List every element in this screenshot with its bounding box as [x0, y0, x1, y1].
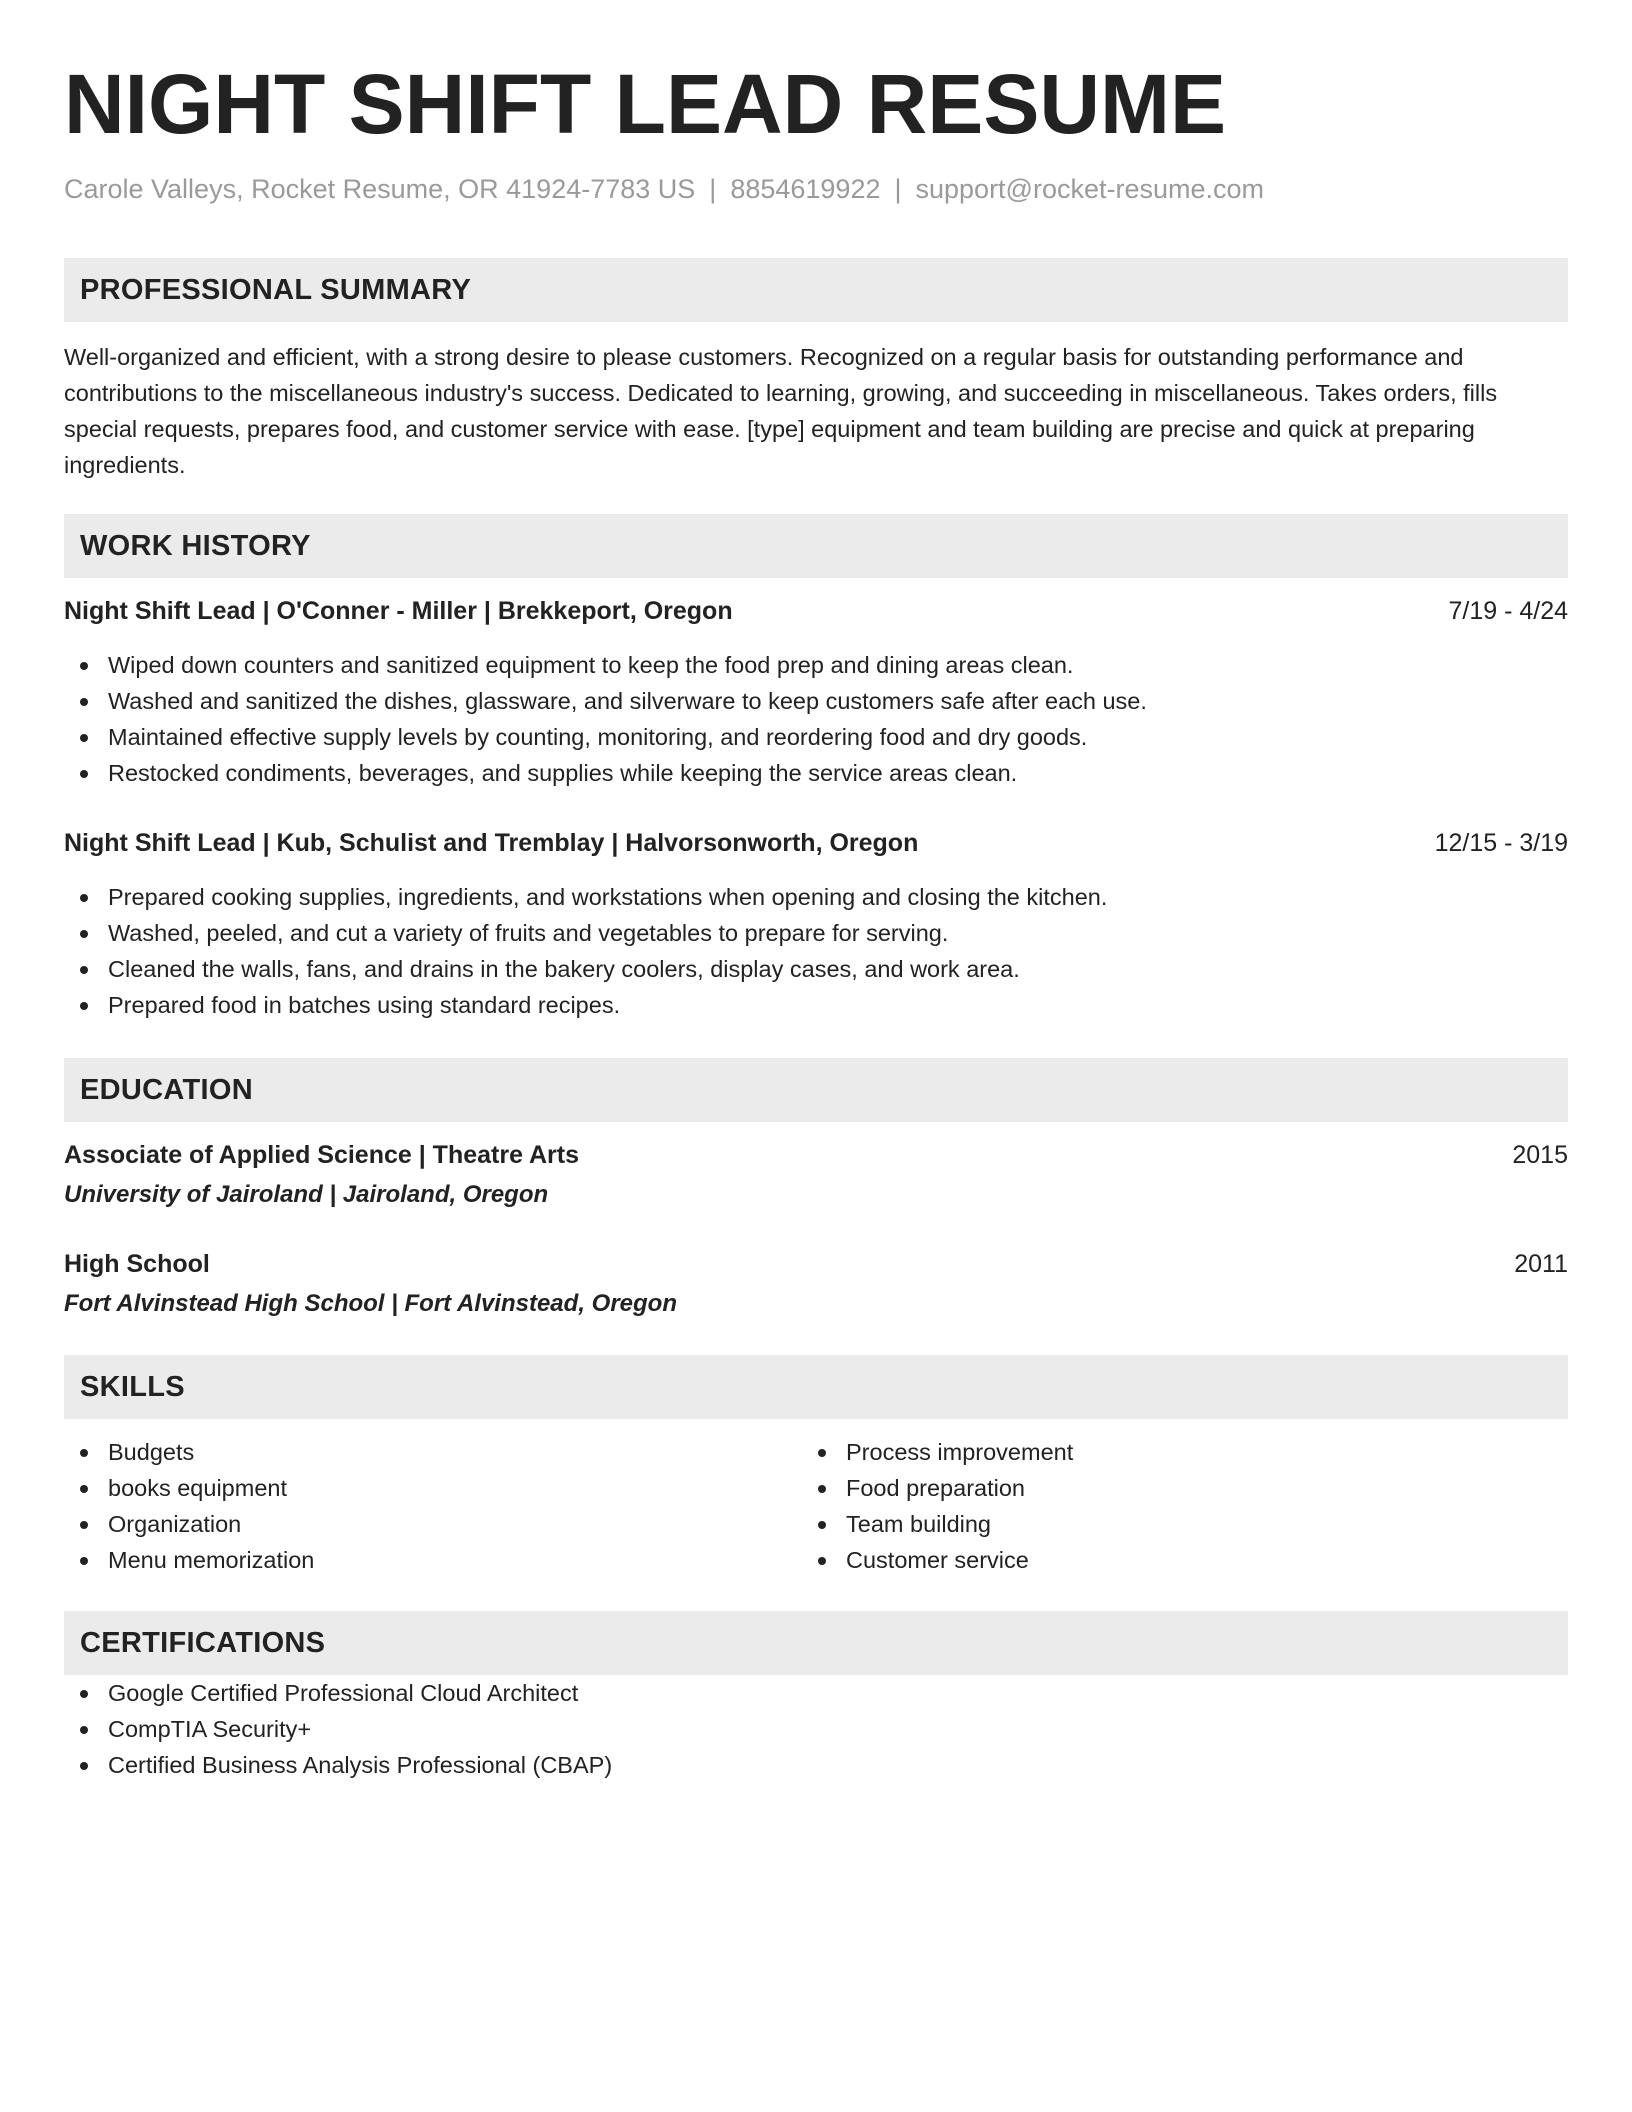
section-header-education: EDUCATION	[64, 1058, 1568, 1122]
list-item: Budgets	[64, 1434, 802, 1470]
list-item: Maintained effective supply levels by counting, monitoring, and reordering food and dry goods.	[64, 719, 1568, 755]
education-entry	[64, 1246, 1568, 1322]
list-item: CompTIA Security+	[64, 1711, 1568, 1747]
certifications-list	[64, 1675, 1568, 1783]
contact-address: Carole Valleys, Rocket Resume, OR 41924-7783 US	[64, 174, 696, 204]
list-item: Organization	[64, 1506, 802, 1542]
job-dates: 12/15 - 3/19	[1434, 829, 1568, 857]
list-item: books equipment	[64, 1470, 802, 1506]
skills-column-left	[64, 1434, 802, 1578]
skills-list	[64, 1434, 802, 1578]
list-item: Washed and sanitized the dishes, glassware, and silverware to keep customers safe after each use.	[64, 683, 1568, 719]
education-year: 2011	[1514, 1250, 1568, 1278]
contact-line	[64, 171, 1568, 207]
section-header-work-history: WORK HISTORY	[64, 514, 1568, 578]
list-item: Menu memorization	[64, 1542, 802, 1578]
education-header	[64, 1246, 1568, 1282]
contact-phone: 8854619922	[730, 174, 881, 204]
job-header	[64, 825, 1568, 861]
summary-text: Well-organized and efficient, with a strong desire to please customers. Recognized on a regular basis for outstanding performance and contributions to the miscellaneous industry's success. Dedicated to learning, growing, and succeeding in miscellaneous. Takes orders, fills special requests, prepares food, and customer service with ease. [type] equipment and team building are precise and quick at preparing ingredients.	[64, 344, 1498, 478]
education-entry	[64, 1137, 1568, 1213]
list-item: Prepared cooking supplies, ingredients, and workstations when opening and closing the kitchen.	[64, 879, 1568, 915]
education-school: University of Jairoland | Jairoland, Oregon	[64, 1181, 549, 1208]
job-dates: 7/19 - 4/24	[1448, 597, 1568, 625]
list-item: Customer service	[802, 1542, 1540, 1578]
job-entry	[64, 593, 1568, 791]
list-item: Cleaned the walls, fans, and drains in the bakery coolers, display cases, and work area.	[64, 951, 1568, 987]
education-year: 2015	[1512, 1141, 1568, 1169]
list-item: Washed, peeled, and cut a variety of fruits and vegetables to prepare for serving.	[64, 915, 1568, 951]
job-bullets	[64, 879, 1568, 1023]
skills-list	[802, 1434, 1540, 1578]
contact-separator: |	[709, 174, 717, 204]
contact-email: support@rocket-resume.com	[915, 174, 1265, 204]
list-item: Food preparation	[802, 1470, 1540, 1506]
job-header	[64, 593, 1568, 629]
education-degree: Associate of Applied Science | Theatre Arts	[64, 1141, 580, 1169]
list-item: Prepared food in batches using standard recipes.	[64, 987, 1568, 1023]
section-header-certifications: CERTIFICATIONS	[64, 1611, 1568, 1675]
list-item: Wiped down counters and sanitized equipment to keep the food prep and dining areas clean.	[64, 647, 1568, 683]
job-title: Night Shift Lead | O'Conner - Miller | Brekkeport, Oregon	[64, 597, 733, 625]
list-item: Restocked condiments, beverages, and supplies while keeping the service areas clean.	[64, 755, 1568, 791]
skills-column-right	[802, 1434, 1540, 1578]
job-entry	[64, 825, 1568, 1023]
section-header-skills: SKILLS	[64, 1355, 1568, 1419]
job-bullets	[64, 647, 1568, 791]
list-item: Team building	[802, 1506, 1540, 1542]
education-header	[64, 1137, 1568, 1173]
list-item: Process improvement	[802, 1434, 1540, 1470]
skills-columns	[64, 1434, 1568, 1578]
job-title: Night Shift Lead | Kub, Schulist and Tremblay | Halvorsonworth, Oregon	[64, 829, 919, 857]
list-item: Certified Business Analysis Professional (CBAP)	[64, 1747, 1568, 1783]
education-school: Fort Alvinstead High School | Fort Alvinstead, Oregon	[64, 1290, 677, 1317]
resume-title: NIGHT SHIFT LEAD RESUME	[64, 57, 1227, 151]
education-degree: High School	[64, 1250, 210, 1278]
section-header-summary: PROFESSIONAL SUMMARY	[64, 258, 1568, 322]
contact-separator: |	[894, 174, 902, 204]
list-item: Google Certified Professional Cloud Architect	[64, 1675, 1568, 1711]
